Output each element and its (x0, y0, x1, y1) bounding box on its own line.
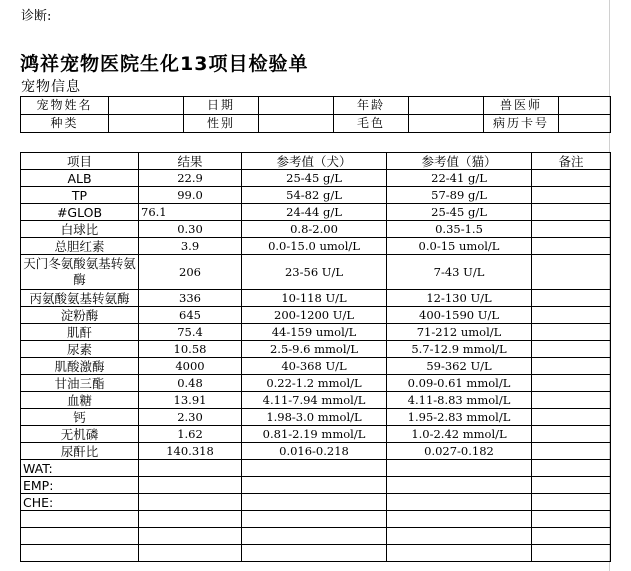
item-cell: 天门冬氨酸氨基转氨酶 (21, 255, 139, 290)
item-cell: 白球比 (21, 221, 139, 238)
cat-reference-cell: 0.027-0.182 (387, 443, 532, 460)
table-row (21, 341, 611, 358)
table-row (21, 528, 611, 545)
vet-label: 兽医师 (484, 97, 559, 115)
report-title: 鸿祥宠物医院生化13项目检验单 (20, 53, 309, 75)
item-cell: 尿素 (21, 341, 139, 358)
info-row-1 (21, 97, 611, 115)
result-cell: 10.58 (139, 341, 242, 358)
table-row (21, 392, 611, 409)
result-cell: 1.62 (139, 426, 242, 443)
result-cell: 0.30 (139, 221, 242, 238)
table-row (21, 477, 611, 494)
date-value[interactable] (259, 97, 334, 115)
item-cell (21, 528, 139, 545)
age-label: 年龄 (334, 97, 409, 115)
item-cell: ALB (21, 170, 139, 187)
date-label: 日期 (184, 97, 259, 115)
lab-header-row (21, 153, 611, 170)
item-cell: 肌酸激酶 (21, 358, 139, 375)
species-value[interactable] (109, 115, 184, 133)
notes-cell[interactable] (532, 443, 611, 460)
cat-reference-cell: 71-212 umol/L (387, 324, 532, 341)
notes-cell[interactable] (532, 358, 611, 375)
table-row (21, 324, 611, 341)
item-cell: 丙氨酸氨基转氨酶 (21, 290, 139, 307)
dog-reference-cell (242, 511, 387, 528)
dog-reference-cell (242, 528, 387, 545)
dog-reference-cell: 0.22-1.2 mmol/L (242, 375, 387, 392)
dog-reference-cell: 25-45 g/L (242, 170, 387, 187)
dog-reference-cell: 200-1200 U/L (242, 307, 387, 324)
cat-reference-cell (387, 460, 532, 477)
dog-reference-cell: 4.11-7.94 mmol/L (242, 392, 387, 409)
notes-cell[interactable] (532, 375, 611, 392)
notes-cell[interactable] (532, 341, 611, 358)
dog-reference-cell: 10-118 U/L (242, 290, 387, 307)
header-notes: 备注 (532, 153, 611, 170)
cat-reference-cell: 4.11-8.83 mmol/L (387, 392, 532, 409)
item-cell: 淀粉酶 (21, 307, 139, 324)
cat-reference-cell (387, 511, 532, 528)
cat-reference-cell: 25-45 g/L (387, 204, 532, 221)
item-cell: 无机磷 (21, 426, 139, 443)
cat-reference-cell: 400-1590 U/L (387, 307, 532, 324)
item-cell: 血糖 (21, 392, 139, 409)
notes-cell[interactable] (532, 204, 611, 221)
sex-label: 性别 (184, 115, 259, 133)
result-cell: 99.0 (139, 187, 242, 204)
table-row (21, 460, 611, 477)
result-cell: 140.318 (139, 443, 242, 460)
pet-name-value[interactable] (109, 97, 184, 115)
result-cell: 645 (139, 307, 242, 324)
pet-info-heading: 宠物信息 (21, 79, 81, 95)
cat-reference-cell (387, 528, 532, 545)
header-result: 结果 (139, 153, 242, 170)
table-row (21, 204, 611, 221)
item-cell: 总胆红素 (21, 238, 139, 255)
result-cell: 2.30 (139, 409, 242, 426)
dog-reference-cell: 0.81-2.19 mmol/L (242, 426, 387, 443)
cat-reference-cell (387, 477, 532, 494)
dog-reference-cell: 0.016-0.218 (242, 443, 387, 460)
notes-cell[interactable] (532, 460, 611, 477)
dog-reference-cell: 40-368 U/L (242, 358, 387, 375)
age-value[interactable] (409, 97, 484, 115)
item-cell: 钙 (21, 409, 139, 426)
dog-reference-cell: 2.5-9.6 mmol/L (242, 341, 387, 358)
result-cell (139, 545, 242, 562)
sex-value[interactable] (259, 115, 334, 133)
result-cell: 22.9 (139, 170, 242, 187)
result-cell: 336 (139, 290, 242, 307)
cat-reference-cell: 5.7-12.9 mmol/L (387, 341, 532, 358)
item-cell: 肌酐 (21, 324, 139, 341)
table-row (21, 426, 611, 443)
notes-cell[interactable] (532, 392, 611, 409)
result-cell (139, 477, 242, 494)
notes-cell[interactable] (532, 221, 611, 238)
header-cat-reference: 参考值（猫） (387, 153, 532, 170)
pet-info-table (20, 96, 611, 133)
table-row (21, 187, 611, 204)
cat-reference-cell: 22-41 g/L (387, 170, 532, 187)
table-row (21, 290, 611, 307)
cat-reference-cell: 1.0-2.42 mmol/L (387, 426, 532, 443)
coat-color-label: 毛色 (334, 115, 409, 133)
cat-reference-cell: 0.09-0.61 mmol/L (387, 375, 532, 392)
cat-reference-cell (387, 494, 532, 511)
result-cell: 76.1 (139, 204, 242, 221)
dog-reference-cell: 23-56 U/L (242, 255, 387, 290)
notes-cell[interactable] (532, 545, 611, 562)
notes-cell[interactable] (532, 324, 611, 341)
cat-reference-cell: 0.0-15 umol/L (387, 238, 532, 255)
cat-reference-cell: 7-43 U/L (387, 255, 532, 290)
dog-reference-cell: 0.8-2.00 (242, 221, 387, 238)
result-cell: 75.4 (139, 324, 242, 341)
table-row (21, 238, 611, 255)
result-cell: 0.48 (139, 375, 242, 392)
item-cell (21, 545, 139, 562)
notes-cell[interactable] (532, 170, 611, 187)
cat-reference-cell: 59-362 U/L (387, 358, 532, 375)
result-cell (139, 460, 242, 477)
table-row (21, 409, 611, 426)
dog-reference-cell (242, 477, 387, 494)
table-row (21, 170, 611, 187)
record-number-label: 病历卡号 (484, 115, 559, 133)
table-row (21, 545, 611, 562)
notes-cell[interactable] (532, 528, 611, 545)
notes-cell[interactable] (532, 494, 611, 511)
notes-cell[interactable] (532, 238, 611, 255)
notes-cell[interactable] (532, 255, 611, 290)
header-dog-reference: 参考值（犬） (242, 153, 387, 170)
lab-results-table (20, 152, 611, 562)
result-cell: 3.9 (139, 238, 242, 255)
diagnosis-label: 诊断: (21, 9, 52, 24)
notes-cell[interactable] (532, 307, 611, 324)
dog-reference-cell: 0.0-15.0 umol/L (242, 238, 387, 255)
item-cell: 尿酐比 (21, 443, 139, 460)
notes-cell[interactable] (532, 511, 611, 528)
item-cell: 甘油三酯 (21, 375, 139, 392)
dog-reference-cell (242, 460, 387, 477)
pet-name-label: 宠物姓名 (21, 97, 109, 115)
table-row (21, 494, 611, 511)
cat-reference-cell: 57-89 g/L (387, 187, 532, 204)
dog-reference-cell: 24-44 g/L (242, 204, 387, 221)
dog-reference-cell: 44-159 umol/L (242, 324, 387, 341)
notes-cell[interactable] (532, 426, 611, 443)
species-label: 种类 (21, 115, 109, 133)
result-cell (139, 494, 242, 511)
table-row (21, 511, 611, 528)
info-row-2 (21, 115, 611, 133)
cat-reference-cell: 0.35-1.5 (387, 221, 532, 238)
notes-cell[interactable] (532, 409, 611, 426)
result-cell: 206 (139, 255, 242, 290)
item-cell: TP (21, 187, 139, 204)
dog-reference-cell (242, 545, 387, 562)
result-cell (139, 528, 242, 545)
notes-cell[interactable] (532, 477, 611, 494)
table-row (21, 255, 611, 290)
cat-reference-cell: 1.95-2.83 mmol/L (387, 409, 532, 426)
item-cell: EMP: (21, 477, 139, 494)
notes-cell[interactable] (532, 290, 611, 307)
item-cell: #GLOB (21, 204, 139, 221)
item-cell (21, 511, 139, 528)
item-cell: CHE: (21, 494, 139, 511)
result-cell (139, 511, 242, 528)
result-cell: 13.91 (139, 392, 242, 409)
dog-reference-cell: 1.98-3.0 mmol/L (242, 409, 387, 426)
dog-reference-cell (242, 494, 387, 511)
notes-cell[interactable] (532, 187, 611, 204)
header-item: 项目 (21, 153, 139, 170)
table-row (21, 221, 611, 238)
vet-value[interactable] (559, 97, 611, 115)
coat-color-value[interactable] (409, 115, 484, 133)
record-number-value[interactable] (559, 115, 611, 133)
table-row (21, 358, 611, 375)
table-row (21, 375, 611, 392)
item-cell: WAT: (21, 460, 139, 477)
dog-reference-cell: 54-82 g/L (242, 187, 387, 204)
result-cell: 4000 (139, 358, 242, 375)
cat-reference-cell: 12-130 U/L (387, 290, 532, 307)
table-row (21, 307, 611, 324)
cat-reference-cell (387, 545, 532, 562)
table-row (21, 443, 611, 460)
